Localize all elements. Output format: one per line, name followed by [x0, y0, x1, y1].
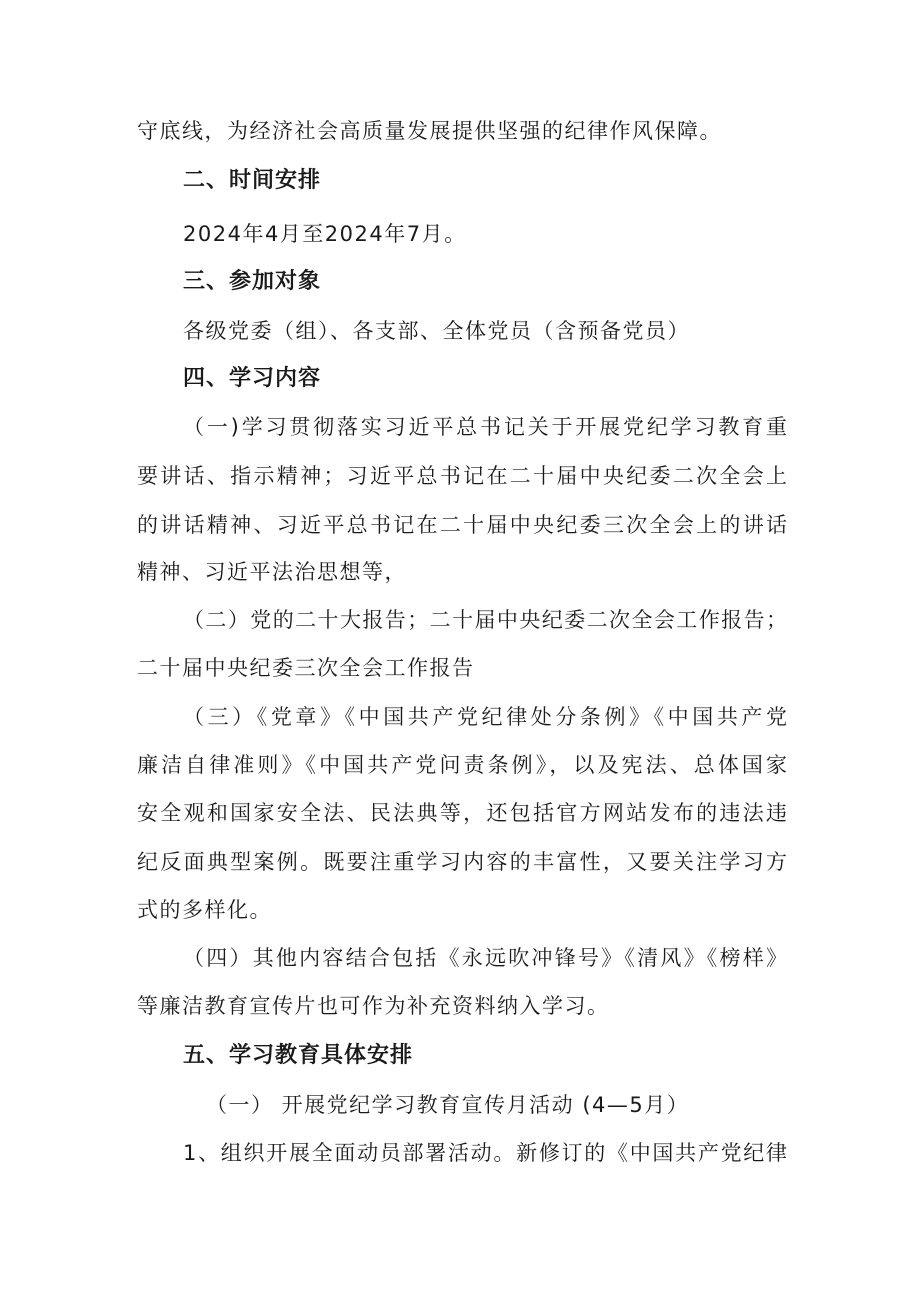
paragraph-line: 1、组织开展全面动员部署活动。新修订的《中国共产党纪律 — [183, 1141, 787, 1165]
paragraph-line: 守底线，为经济社会高质量发展提供坚强的纪律作风保障。 — [137, 119, 722, 143]
section-heading-participants: 三、参加对象 — [183, 269, 322, 294]
paragraph-line: 安全观和国家安全法、民法典等，还包括官方网站发布的违法违 — [137, 801, 787, 825]
section-heading-content: 四、学习内容 — [183, 366, 322, 391]
paragraph-line: 纪反面典型案例。既要注重学习内容的丰富性，又要关注学习方 — [137, 850, 787, 874]
paragraph-line: （二）党的二十大报告；二十届中央纪委二次全会工作报告； — [183, 608, 787, 632]
paragraph-line: 廉洁自律准则》《中国共产党问责条例》，以及宪法、总体国家 — [137, 753, 787, 777]
paragraph-line: 精神、习近平法治思想等， — [137, 560, 407, 584]
paragraph-line: 的讲话精神、习近平总书记在二十届中央纪委三次全会上的讲话 — [137, 513, 787, 537]
paragraph-line: 等廉洁教育宣传片也可作为补充资料纳入学习。 — [137, 994, 610, 1018]
section-heading-arrangement: 五、学习教育具体安排 — [183, 1043, 414, 1068]
paragraph-line: （一） 开展党纪学习教育宣传月活动 (4—5月） — [206, 1093, 690, 1117]
paragraph-line: （一)学习贯彻落实习近平总书记关于开展党纪学习教育重 — [183, 415, 787, 439]
section-heading-schedule: 二、时间安排 — [183, 168, 322, 193]
paragraph-line: 各级党委（组）、各支部、全体党员（含预备党员） — [183, 319, 690, 343]
paragraph-line: 要讲话、指示精神；习近平总书记在二十届中央纪委二次全会上 — [137, 464, 787, 488]
paragraph-line: 二十届中央纪委三次全会工作报告 — [137, 656, 475, 680]
paragraph-line: 2024年4月至2024年7月。 — [183, 222, 467, 246]
paragraph-line: 式的多样化。 — [137, 898, 272, 922]
paragraph-line: （三）《党章》《中国共产党纪律处分条例》《中国共产党 — [183, 705, 787, 729]
paragraph-line: （四）其他内容结合包括《永远吹冲锋号》《清风》《榜样》 — [183, 946, 787, 970]
